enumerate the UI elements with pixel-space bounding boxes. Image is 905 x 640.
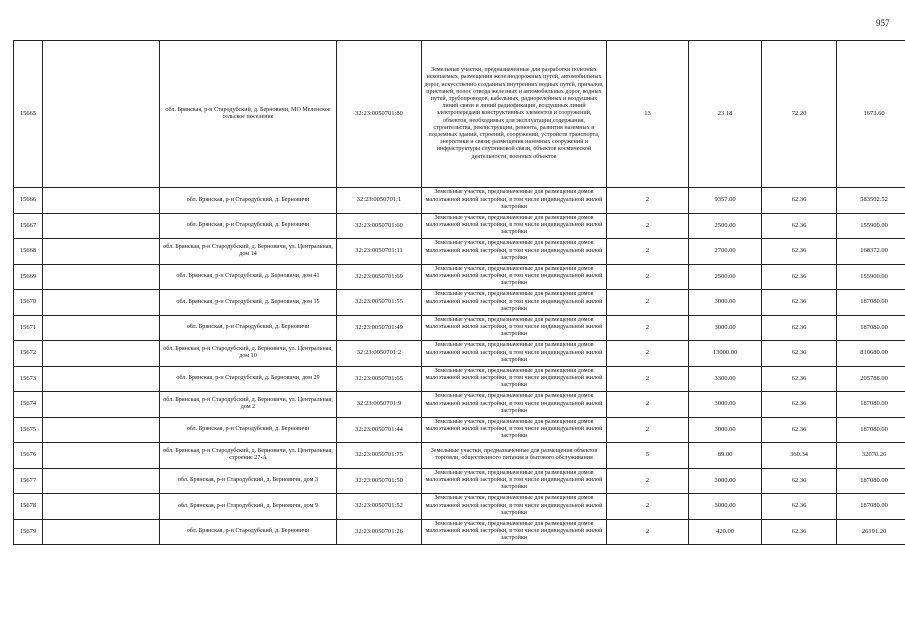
use-code-cell: 2 xyxy=(607,315,689,341)
land-use-cell: Земельные участки, предназначенные для размещения домов малоэтажной жилой застройки, в том числе индивидуальной жилой застройки xyxy=(422,239,607,265)
table-row xyxy=(14,213,905,239)
empty-cell xyxy=(43,290,160,316)
cadastral-number-cell: 32:23:0050701:60 xyxy=(337,213,422,239)
cadastral-number-cell: 32:23:0050701:69 xyxy=(337,264,422,290)
use-code-cell: 2 xyxy=(607,392,689,418)
table-row xyxy=(14,239,905,265)
cadastral-number-cell: 32:23:0050701:26 xyxy=(337,519,422,545)
table-row xyxy=(14,188,905,214)
area-cell: 89.00 xyxy=(689,443,762,469)
area-cell: 2500.00 xyxy=(689,213,762,239)
cadastral-number-cell: 32:23:0050701:1 xyxy=(337,188,422,214)
row-number-cell: 15668 xyxy=(14,239,43,265)
land-use-cell: Земельные участки, предназначенные для размещения домов малоэтажной жилой застройки, в том числе индивидуальной жилой застройки xyxy=(422,341,607,367)
use-code-cell: 2 xyxy=(607,417,689,443)
specific-value-cell: 62.36 xyxy=(762,519,837,545)
table-row xyxy=(14,494,905,520)
use-code-cell: 2 xyxy=(607,366,689,392)
empty-cell xyxy=(43,443,160,469)
address-cell: обл. Брянская, р-н Стародубский, д. Берновичи, дом 15 xyxy=(160,290,337,316)
use-code-cell: 2 xyxy=(607,341,689,367)
area-cell: 2500.00 xyxy=(689,264,762,290)
land-use-cell: Земельные участки, предназначенные для размещения домов малоэтажной жилой застройки, в том числе индивидуальной жилой застройки xyxy=(422,290,607,316)
cadastral-number-cell: 32:23:0050701:75 xyxy=(337,443,422,469)
specific-value-cell: 62.36 xyxy=(762,239,837,265)
table-row xyxy=(14,366,905,392)
use-code-cell: 2 xyxy=(607,213,689,239)
row-number-cell: 15665 xyxy=(14,41,43,188)
empty-cell xyxy=(43,239,160,265)
address-cell: обл. Брянская, р-н Стародубский, д. Берновичи, дом 29 xyxy=(160,366,337,392)
table-row xyxy=(14,519,905,545)
row-number-cell: 15672 xyxy=(14,341,43,367)
specific-value-cell: 72.20 xyxy=(762,41,837,188)
empty-cell xyxy=(43,213,160,239)
specific-value-cell: 62.36 xyxy=(762,468,837,494)
cadastral-value-cell: 32070.26 xyxy=(837,443,905,469)
cadastral-value-cell: 187080.00 xyxy=(837,392,905,418)
empty-cell xyxy=(43,468,160,494)
address-cell: обл. Брянская, р-н Стародубский, д. Берновичи xyxy=(160,315,337,341)
cadastral-number-cell: 32:23:0050701:11 xyxy=(337,239,422,265)
specific-value-cell: 62.36 xyxy=(762,264,837,290)
cadastral-number-cell: 32:23:0050701:9 xyxy=(337,392,422,418)
specific-value-cell: 62.36 xyxy=(762,341,837,367)
land-use-cell: Земельные участки, предназначенные для размещения домов малоэтажной жилой застройки, в том числе индивидуальной жилой застройки xyxy=(422,366,607,392)
empty-cell xyxy=(43,392,160,418)
cadastral-number-cell: 32:23:0050701:80 xyxy=(337,41,422,188)
cadastral-registry-table xyxy=(13,40,905,545)
area-cell: 3000.00 xyxy=(689,494,762,520)
address-cell: обл. Брянская, р-н Стародубский, д. Берновичи xyxy=(160,213,337,239)
area-cell: 3000.00 xyxy=(689,417,762,443)
address-cell: обл. Брянская, р-н Стародубский, д. Берновичи, ул. Центральная, строение 27-А xyxy=(160,443,337,469)
cadastral-value-cell: 810680.00 xyxy=(837,341,905,367)
land-use-cell: Земельные участки, предназначенные для размещения объектов торговли, общественного питания и бытового обслуживания xyxy=(422,443,607,469)
row-number-cell: 15679 xyxy=(14,519,43,545)
row-number-cell: 15669 xyxy=(14,264,43,290)
empty-cell xyxy=(43,494,160,520)
page-number: 957 xyxy=(876,18,890,28)
use-code-cell: 2 xyxy=(607,264,689,290)
use-code-cell: 13 xyxy=(607,41,689,188)
row-number-cell: 15671 xyxy=(14,315,43,341)
cadastral-value-cell: 1673.60 xyxy=(837,41,905,188)
table-row xyxy=(14,264,905,290)
use-code-cell: 2 xyxy=(607,239,689,265)
address-cell: обл. Брянская, р-н Стародубский, д. Берновичи, МО Меленское сельское поселение xyxy=(160,41,337,188)
cadastral-number-cell: 32:23:0050701:44 xyxy=(337,417,422,443)
use-code-cell: 2 xyxy=(607,468,689,494)
use-code-cell: 5 xyxy=(607,443,689,469)
land-use-cell: Земельные участки, предназначенные для разработки полезных ископаемых, размещения железнодорожных путей, автомобильных дорог, искусственно созданных внутренних водных путей, причалов, пристаней, полос отвода железных и автомобильных дорог, водных путей, трубопроводов, кабельных, радиорелейных и воздушных линий связи и линий радиофикации, воздушных линий электропередачи конструктивных элементов и сооружений, объектов, необходимых для эксплуатации,содержания, строительства, реконструкции, ремонта, развития наземных и подземных зданий, строений, сооружений, устройств транспорта, энергетики и связи; размещения наземных сооружений и инфраструктуры спутниковой связи, объектов космической деятельности, военных объектов xyxy=(422,41,607,188)
area-cell: 420.00 xyxy=(689,519,762,545)
table-row xyxy=(14,341,905,367)
cadastral-number-cell: 32:23:0050701:65 xyxy=(337,366,422,392)
cadastral-number-cell: 32:23:0050701:2 xyxy=(337,341,422,367)
specific-value-cell: 62.36 xyxy=(762,392,837,418)
land-use-cell: Земельные участки, предназначенные для размещения домов малоэтажной жилой застройки, в том числе индивидуальной жилой застройки xyxy=(422,392,607,418)
cadastral-number-cell: 32:23:0050701:50 xyxy=(337,468,422,494)
cadastral-value-cell: 187080.00 xyxy=(837,315,905,341)
row-number-cell: 15678 xyxy=(14,494,43,520)
address-cell: обл. Брянская, р-н Стародубский, д. Берновичи, дом 3 xyxy=(160,468,337,494)
area-cell: 3000.00 xyxy=(689,392,762,418)
row-number-cell: 15677 xyxy=(14,468,43,494)
cadastral-value-cell: 205788.00 xyxy=(837,366,905,392)
address-cell: обл. Брянская, р-н Стародубский, д. Берновичи, ул. Центральная, дом 2 xyxy=(160,392,337,418)
row-number-cell: 15676 xyxy=(14,443,43,469)
use-code-cell: 2 xyxy=(607,290,689,316)
address-cell: обл. Брянская, р-н Стародубский, д. Берновичи xyxy=(160,417,337,443)
cadastral-value-cell: 155900.00 xyxy=(837,264,905,290)
row-number-cell: 15673 xyxy=(14,366,43,392)
address-cell: обл. Брянская, р-н Стародубский, д. Берновичи, дом 9 xyxy=(160,494,337,520)
specific-value-cell: 62.36 xyxy=(762,213,837,239)
table-row xyxy=(14,315,905,341)
cadastral-value-cell: 583502.52 xyxy=(837,188,905,214)
area-cell: 2700.00 xyxy=(689,239,762,265)
empty-cell xyxy=(43,264,160,290)
use-code-cell: 2 xyxy=(607,188,689,214)
cadastral-number-cell: 32:23:0050701:55 xyxy=(337,290,422,316)
area-cell: 9357.00 xyxy=(689,188,762,214)
land-use-cell: Земельные участки, предназначенные для размещения домов малоэтажной жилой застройки, в том числе индивидуальной жилой застройки xyxy=(422,315,607,341)
registry-table-body xyxy=(14,41,905,545)
land-use-cell: Земельные участки, предназначенные для размещения домов малоэтажной жилой застройки, в том числе индивидуальной жилой застройки xyxy=(422,213,607,239)
cadastral-value-cell: 155900.00 xyxy=(837,213,905,239)
specific-value-cell: 62.36 xyxy=(762,315,837,341)
table-row xyxy=(14,392,905,418)
table-row xyxy=(14,443,905,469)
land-use-cell: Земельные участки, предназначенные для размещения домов малоэтажной жилой застройки, в том числе индивидуальной жилой застройки xyxy=(422,494,607,520)
cadastral-value-cell: 168372.00 xyxy=(837,239,905,265)
address-cell: обл. Брянская, р-н Стародубский, д. Берновичи, ул. Центральная, дом 10 xyxy=(160,341,337,367)
cadastral-value-cell: 187080.00 xyxy=(837,417,905,443)
address-cell: обл. Брянская, р-н Стародубский, д. Берновичи, ул. Центральная, дом 14 xyxy=(160,239,337,265)
area-cell: 3000.00 xyxy=(689,315,762,341)
cadastral-value-cell: 187080.00 xyxy=(837,290,905,316)
use-code-cell: 2 xyxy=(607,494,689,520)
area-cell: 23.18 xyxy=(689,41,762,188)
specific-value-cell: 62.36 xyxy=(762,366,837,392)
empty-cell xyxy=(43,341,160,367)
empty-cell xyxy=(43,519,160,545)
land-use-cell: Земельные участки, предназначенные для размещения домов малоэтажной жилой застройки, в том числе индивидуальной жилой застройки xyxy=(422,519,607,545)
area-cell: 3000.00 xyxy=(689,290,762,316)
row-number-cell: 15670 xyxy=(14,290,43,316)
table-row xyxy=(14,290,905,316)
empty-cell xyxy=(43,315,160,341)
cadastral-value-cell: 26191.20 xyxy=(837,519,905,545)
row-number-cell: 15674 xyxy=(14,392,43,418)
land-use-cell: Земельные участки, предназначенные для размещения домов малоэтажной жилой застройки, в том числе индивидуальной жилой застройки xyxy=(422,188,607,214)
specific-value-cell: 62.36 xyxy=(762,494,837,520)
area-cell: 3000.00 xyxy=(689,468,762,494)
land-use-cell: Земельные участки, предназначенные для размещения домов малоэтажной жилой застройки, в том числе индивидуальной жилой застройки xyxy=(422,468,607,494)
empty-cell xyxy=(43,41,160,188)
empty-cell xyxy=(43,188,160,214)
specific-value-cell: 62.36 xyxy=(762,417,837,443)
area-cell: 13000.00 xyxy=(689,341,762,367)
address-cell: обл. Брянская, р-н Стародубский, д. Берновичи, дом 41 xyxy=(160,264,337,290)
table-row xyxy=(14,468,905,494)
cadastral-number-cell: 32:23:0050701:52 xyxy=(337,494,422,520)
row-number-cell: 15675 xyxy=(14,417,43,443)
specific-value-cell: 360.34 xyxy=(762,443,837,469)
land-use-cell: Земельные участки, предназначенные для размещения домов малоэтажной жилой застройки, в том числе индивидуальной жилой застройки xyxy=(422,264,607,290)
specific-value-cell: 62.36 xyxy=(762,290,837,316)
table-row xyxy=(14,417,905,443)
specific-value-cell: 62.36 xyxy=(762,188,837,214)
empty-cell xyxy=(43,366,160,392)
empty-cell xyxy=(43,417,160,443)
address-cell: обл. Брянская, р-н Стародубский, д. Берновичи xyxy=(160,188,337,214)
cadastral-value-cell: 187080.00 xyxy=(837,494,905,520)
use-code-cell: 2 xyxy=(607,519,689,545)
row-number-cell: 15667 xyxy=(14,213,43,239)
row-number-cell: 15666 xyxy=(14,188,43,214)
table-row xyxy=(14,41,905,188)
address-cell: обл. Брянская, р-н Стародубский, д. Берновичи xyxy=(160,519,337,545)
cadastral-value-cell: 187080.00 xyxy=(837,468,905,494)
land-use-cell: Земельные участки, предназначенные для размещения домов малоэтажной жилой застройки, в том числе индивидуальной жилой застройки xyxy=(422,417,607,443)
cadastral-number-cell: 32:23:0050701:49 xyxy=(337,315,422,341)
area-cell: 3300.00 xyxy=(689,366,762,392)
